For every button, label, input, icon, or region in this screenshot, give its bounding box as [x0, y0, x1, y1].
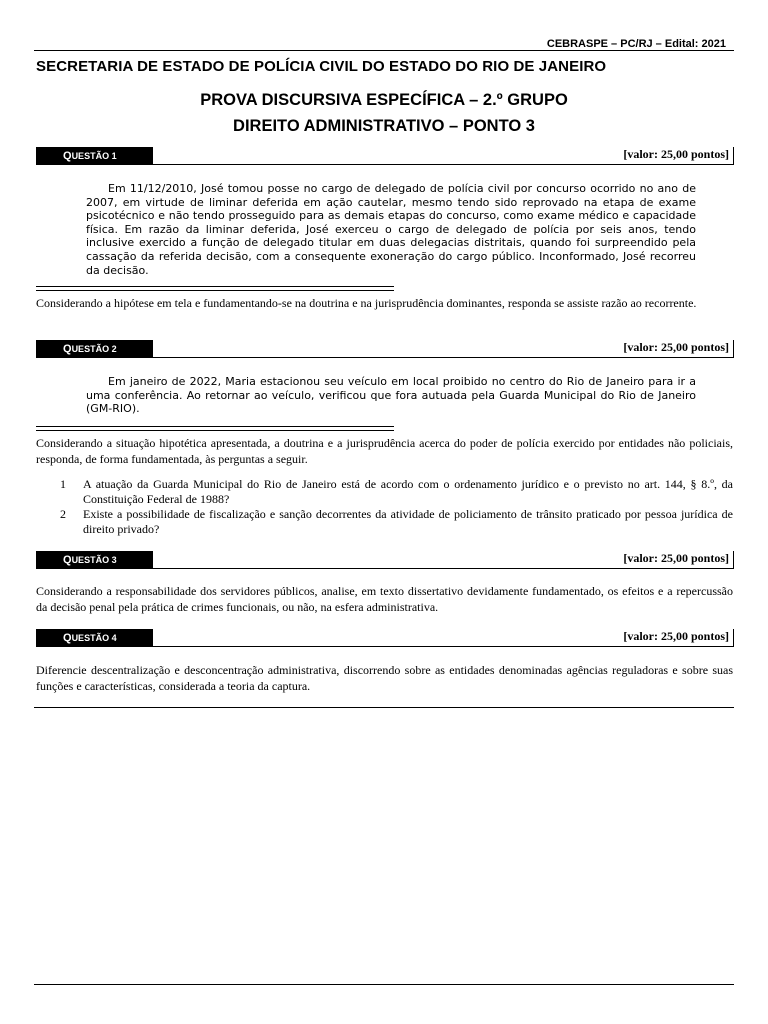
header-rule — [34, 50, 734, 51]
question-4-rule — [153, 646, 734, 647]
question-4-prompt: Diferencie descentralização e desconcentração administrativa, discorrendo sobre as entidades denominadas agências reguladoras e sobre suas funções e características, considerada a teoria da captura. — [36, 663, 733, 693]
item-text: Existe a possibilidade de fiscalização e sanção decorrentes da atividade de policiamento de trânsito praticado por pessoa jurídica de direito privado? — [83, 507, 733, 536]
question-1-label: QUESTÃO 1 — [36, 147, 153, 165]
question-1-case-text: Em 11/12/2010, José tomou posse no cargo de delegado de polícia civil por concurso ocorrido no ano de 2007, em virtude de liminar deferida em ação cautelar, mesmo tendo sido reprovado na etapa de exame psicotécnico e não tendo prosseguido para as demais etapas do concurso, como exame médico e capacidade física. Em razão da liminar deferida, José exerceu o cargo de delegado de polícia por seis anos, tendo inclusive exercido a função de delegado titular em duas delegacias distritais, quando foi surpreendido pela cassação da referida decisão, com a consequente exoneração do cargo público. Inconformado, José recorreu da decisão. — [86, 182, 696, 277]
item-number: 1 — [60, 477, 66, 491]
question-2-header — [36, 340, 734, 358]
question-1-separator — [36, 286, 394, 287]
exam-subtitle: DIREITO ADMINISTRATIVO – PONTO 3 — [233, 117, 535, 135]
question-3-rule — [153, 568, 734, 569]
question-3-header — [36, 551, 734, 569]
item-number: 2 — [60, 507, 66, 521]
question-1-value: [valor: 25,00 pontos] — [623, 147, 729, 161]
question-3-value: [valor: 25,00 pontos] — [623, 551, 729, 565]
question-2-item — [36, 477, 733, 507]
section-end-rule — [34, 707, 734, 708]
question-2-rule — [153, 357, 734, 358]
exam-title: PROVA DISCURSIVA ESPECÍFICA – 2.º GRUPO — [200, 91, 568, 109]
question-1-header — [36, 147, 734, 165]
question-2-value: [valor: 25,00 pontos] — [623, 340, 729, 354]
question-3-prompt: Considerando a responsabilidade dos servidores públicos, analise, em texto dissertativo devidamente fundamentado, os efeitos e a repercussão da decisão penal pela prática de crimes funcionais, ou não, na esfera administrativa. — [36, 584, 733, 614]
question-1-prompt: Considerando a hipótese em tela e fundamentando-se na doutrina e na jurisprudência dominantes, responda se assiste razão ao recorrente. — [36, 296, 697, 310]
question-4-value: [valor: 25,00 pontos] — [623, 629, 729, 643]
question-4-header — [36, 629, 734, 647]
question-2-prompt: Considerando a situação hipotética apresentada, a doutrina e a jurisprudência acerca do poder de polícia exercido por entidades não policiais, responda, de forma fundamentada, às perguntas a seguir. — [36, 436, 733, 466]
question-2-item — [36, 507, 733, 537]
question-2-label: QUESTÃO 2 — [36, 340, 153, 358]
question-2-separator — [36, 426, 394, 427]
question-2-case-text: Em janeiro de 2022, Maria estacionou seu veículo em local proibido no centro do Rio de Janeiro para ir a uma conferência. Ao retornar ao veículo, verificou que fora autuada pela Guarda Municipal do Rio de Janeiro (GM-RIO). — [86, 375, 696, 416]
question-1-rule — [153, 164, 734, 165]
question-3-label: QUESTÃO 3 — [36, 551, 153, 569]
item-text: A atuação da Guarda Municipal do Rio de Janeiro está de acordo com o ordenamento jurídico e o previsto no art. 144, § 8.º, da Constituição Federal de 1988? — [83, 477, 733, 506]
organization-name: SECRETARIA DE ESTADO DE POLÍCIA CIVIL DO ESTADO DO RIO DE JANEIRO — [36, 58, 607, 75]
footer-rule — [34, 984, 734, 985]
exam-id: CEBRASPE – PC/RJ – Edital: 2021 — [546, 38, 726, 50]
question-4-label: QUESTÃO 4 — [36, 629, 153, 647]
